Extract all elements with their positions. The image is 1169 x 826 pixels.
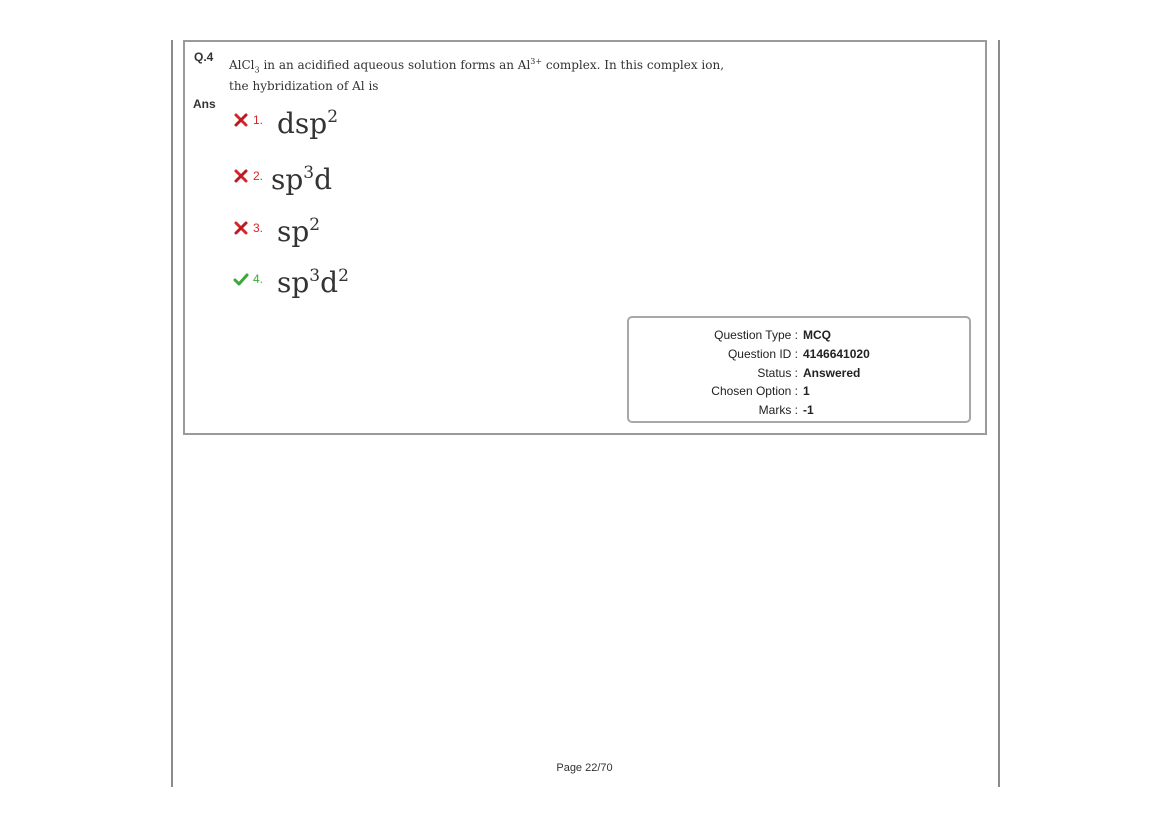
info-row-chosen-option [629,382,969,400]
answer-label: Ans [193,97,216,111]
option-2 [233,158,332,194]
option-number: 4. [253,272,264,286]
page-left-border [171,40,173,787]
info-row-marks [629,401,969,419]
info-key: Question Type : [714,328,798,342]
option-1 [233,102,338,138]
info-value: 1 [803,384,810,398]
info-key: Chosen Option : [711,384,798,398]
question-info-box [627,316,971,423]
option-text: $sp^3d$ [271,162,333,196]
question-number: Q.4 [194,50,214,64]
info-value: -1 [803,403,814,417]
info-row-question-id [629,345,969,363]
option-4 [233,261,349,297]
info-row-status [629,364,969,382]
option-text: $sp^3d^2$ [277,265,349,299]
option-number: 2. [253,169,264,183]
page-right-border [998,40,1000,787]
info-value: MCQ [803,328,831,342]
question-text-line2: the hybridization of Al is [229,79,379,94]
option-3 [233,210,320,246]
cross-icon [233,168,249,184]
info-value: 4146641020 [803,347,870,361]
question-text-line1: AlCl$_3$ in an acidified aqueous solution forms an $Al^{3+}$ complex. In this complex ion, [229,57,725,75]
cross-icon [233,112,249,128]
info-value: Answered [803,366,861,380]
cross-icon [233,220,249,236]
check-icon [233,271,249,287]
info-key: Question ID : [727,347,798,361]
option-number: 1. [253,113,264,127]
info-key: Status : [757,366,798,380]
option-text: $sp^2$ [277,214,321,248]
page-number: Page 22/70 [556,762,613,774]
question-text [229,53,789,95]
info-key: Marks : [758,403,798,417]
info-row-question-type [629,326,969,344]
option-text: dsp$^2$ [277,106,339,140]
option-number: 3. [253,221,264,235]
